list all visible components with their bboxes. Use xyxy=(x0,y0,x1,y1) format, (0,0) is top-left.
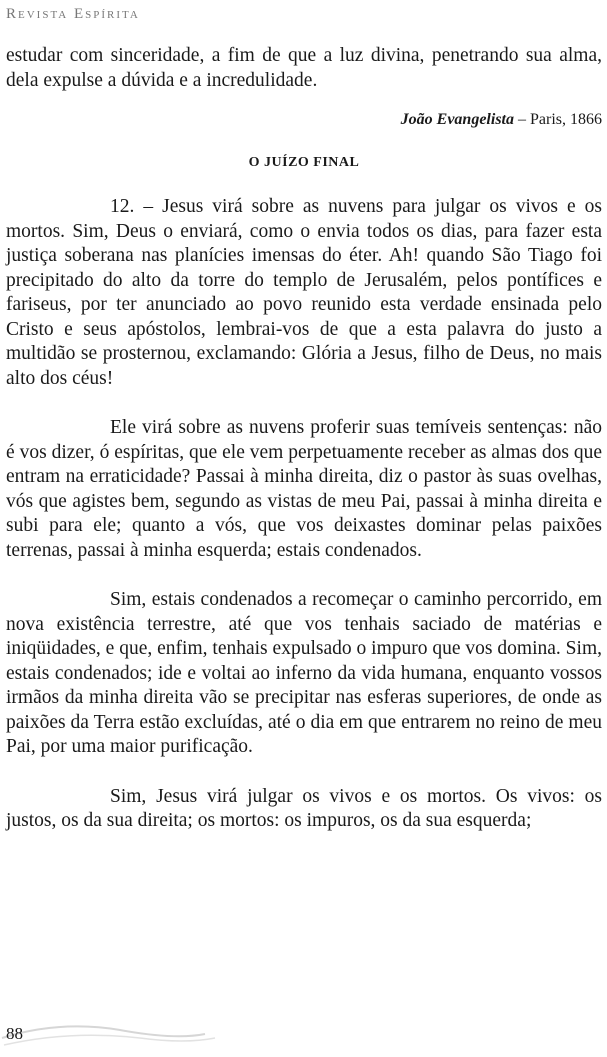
page-footer xyxy=(0,1018,607,1057)
body-paragraph-4: Sim, Jesus virá julgar os vivos e os mortos. Os vivos: os justos, os da sua direita; os mortos: os impuros, os da sua esquerda; xyxy=(6,785,602,831)
body-paragraph-2: Ele virá sobre as nuvens proferir suas temíveis sentenças: não é vos dizer, ó espíritas, que ele vem perpetuamente receber as almas dos que entram na erraticidade? Passai à minha direita, diz o pastor às suas ovelhas, vós que agistes bem, segundo as vistas de meu Pai, passai à minha direita e subi para ele; quanto a vós, que vos deixastes dominar pelas paixões terrenas, passai à minha esquerda; estais condenados. xyxy=(6,417,602,561)
page-number: 88 xyxy=(6,1024,23,1043)
signature-place-date: Paris, 1866 xyxy=(530,111,602,128)
signature-author: João Evangelista xyxy=(400,111,514,128)
page-content xyxy=(6,44,602,834)
body-paragraph-1: 12. – Jesus virá sobre as nuvens para julgar os vivos e os mortos. Sim, Deus o enviará, como o envia todos os dias, para fazer esta justiça soberana nas planícies imensas do éter. Ah! quando São Tiago foi precipitado do alto da torre do templo de Jerusalém, pelos pontífices e fariseus, por ter anunciado ao povo reunido esta verdade ensinada pelo Cristo e seus apóstolos, lembrai-vos de que a esta palavra do justo a multidão se prosternou, exclamando: Glória a Jesus, filho de Deus, no mais alto dos céus! xyxy=(6,196,602,389)
signature-separator: – xyxy=(514,111,530,128)
footer-swoosh-ornament xyxy=(0,1018,230,1057)
signature xyxy=(6,109,602,131)
body-paragraph-3: Sim, estais condenados a recomeçar o caminho percorrido, em nova existência terrestre, até que vos tenhais saciado de matérias e iniqüidades, e que, enfim, tenhais expulsado o impuro que vos domina. Sim, estais condenados; ide e voltai ao inferno da vida humana, enquanto vossos irmãos da minha direita vão se precipitar nas esferas superiores, de onde as paixões da Terra estão excluídas, até o dia em que entrarem no reino de meu Pai, por uma maior purificação. xyxy=(6,589,602,757)
running-header: Revista Espírita xyxy=(6,6,140,22)
intro-paragraph: estudar com sinceridade, a fim de que a luz divina, penetrando sua alma, dela expulse a dúvida e a incredulidade. xyxy=(6,45,602,91)
section-title: O JUÍZO FINAL xyxy=(248,155,360,170)
